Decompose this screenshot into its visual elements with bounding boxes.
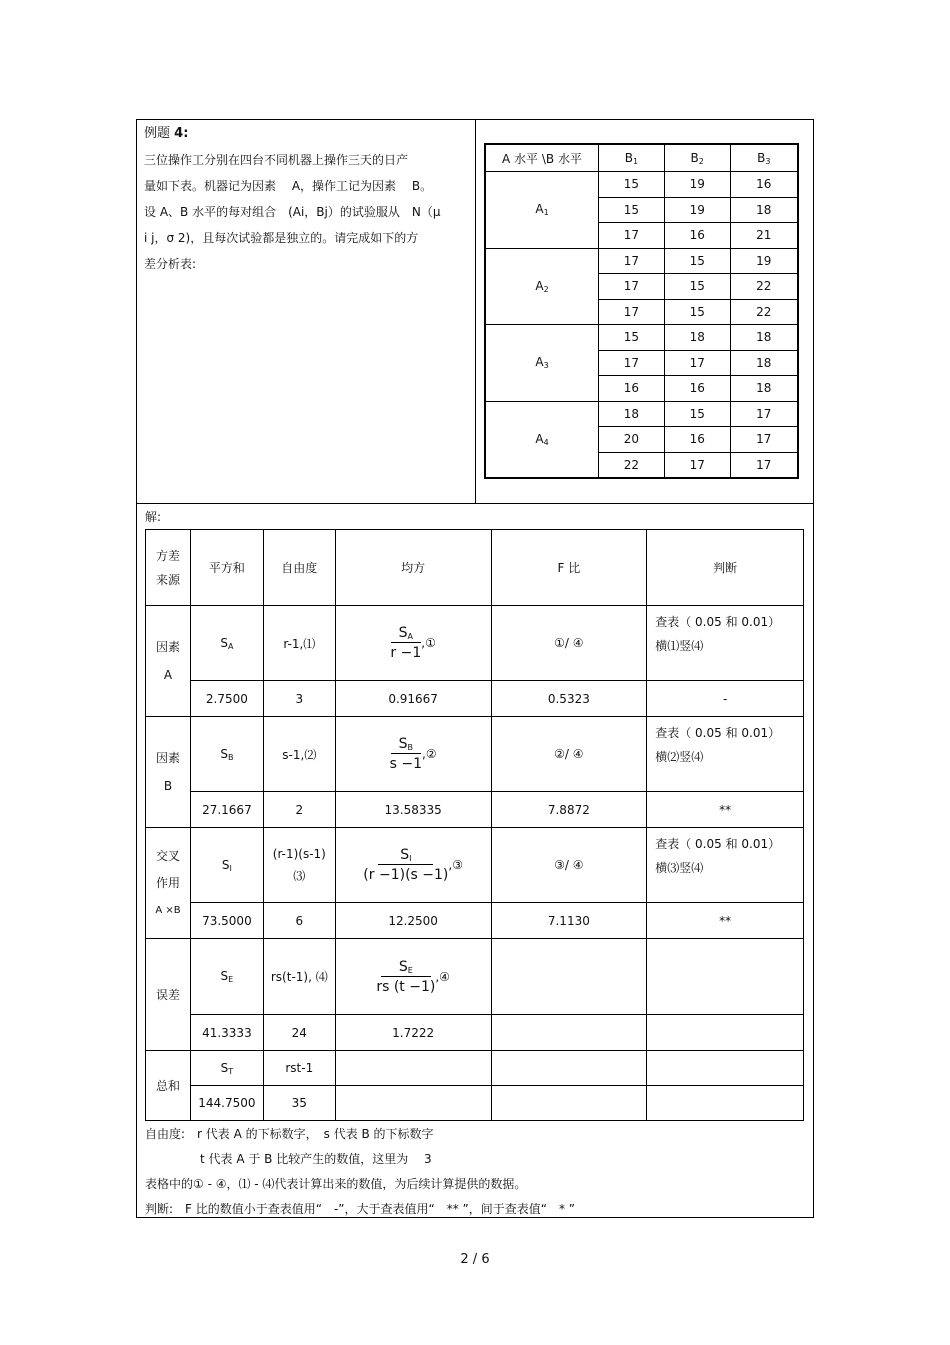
ss-symbol-letter: S bbox=[220, 635, 228, 650]
table-cell: 18 bbox=[599, 401, 665, 427]
judge-formula-line: 横⑵竖⑷ bbox=[655, 750, 704, 764]
problem-line: 量如下表。机器记为因素 A，操作工记为因素 B。 bbox=[144, 179, 433, 193]
ms-value-empty bbox=[335, 1086, 491, 1121]
judge-formula-line: 查表（ 0.05 和 0.01） bbox=[655, 615, 781, 629]
table-cell: 16 bbox=[664, 376, 730, 402]
f-formula-empty bbox=[491, 939, 647, 1015]
factor-a-value-row bbox=[146, 681, 804, 717]
table-row bbox=[485, 172, 798, 198]
factor-a-formula-row bbox=[146, 606, 804, 681]
table-cell: 18 bbox=[730, 325, 798, 351]
numerator-letter: S bbox=[398, 958, 408, 975]
judge-value-empty bbox=[647, 1015, 804, 1051]
anova-header-row bbox=[146, 530, 804, 606]
a-level-letter: A bbox=[535, 431, 544, 446]
a-level-label bbox=[485, 401, 599, 478]
df-formula bbox=[263, 828, 335, 903]
numerator-letter: S bbox=[400, 847, 410, 863]
table-cell: 17 bbox=[599, 274, 665, 300]
circled-marker: ,③ bbox=[448, 858, 463, 872]
problem-line: i j，σ 2)，且每次试验都是独立的。请完成如下的方 bbox=[144, 231, 419, 245]
ss-symbol bbox=[190, 939, 263, 1015]
table-cell: 17 bbox=[664, 452, 730, 478]
df-formula: rs(t-1), ⑷ bbox=[263, 939, 335, 1015]
df-formula: r-1,⑴ bbox=[263, 606, 335, 681]
ss-symbol-subscript: E bbox=[228, 975, 234, 984]
page-number: 2 / 6 bbox=[460, 1252, 490, 1267]
table-cell: 17 bbox=[599, 223, 665, 249]
table-row bbox=[485, 325, 798, 351]
interaction-formula-row bbox=[146, 828, 804, 903]
ss-symbol-subscript: T bbox=[228, 1066, 234, 1076]
error-label: 误差 bbox=[146, 939, 191, 1051]
table-cell: 16 bbox=[599, 376, 665, 402]
df-formula: rst-1 bbox=[263, 1051, 335, 1086]
source-header bbox=[146, 530, 191, 606]
note-line: 表格中的① - ④，⑴ - ⑷代表计算出来的数值，为后续计算提供的数据。 bbox=[145, 1177, 527, 1191]
numerator-subscript: B bbox=[407, 743, 414, 752]
table-cell: 15 bbox=[599, 172, 665, 198]
table-cell: 20 bbox=[599, 427, 665, 453]
table-row bbox=[485, 401, 798, 427]
circled-marker: ,① bbox=[421, 636, 436, 650]
b-level-label: B bbox=[757, 150, 766, 165]
f-formula: ①/ ④ bbox=[491, 606, 647, 681]
a-level-label bbox=[485, 172, 599, 249]
notes bbox=[145, 1122, 810, 1222]
a-level-label bbox=[485, 248, 599, 325]
df-formula-line: ⑶ bbox=[293, 869, 306, 883]
judge-value: ** bbox=[647, 903, 804, 939]
ss-value: 73.5000 bbox=[190, 903, 263, 939]
df-formula: s-1,⑵ bbox=[263, 717, 335, 792]
df-formula-line: (r-1)(s-1) bbox=[272, 847, 326, 861]
b-level-subscript: 3 bbox=[765, 156, 771, 166]
factor-b-label bbox=[146, 717, 191, 828]
fraction-denominator: r −1 bbox=[390, 645, 422, 661]
fraction-numerator bbox=[381, 959, 431, 977]
f-header: F 比 bbox=[491, 530, 647, 606]
fraction bbox=[390, 736, 422, 772]
example-title-number: 4 bbox=[174, 126, 184, 141]
ms-formula-empty bbox=[335, 1051, 491, 1086]
a-level-letter: A bbox=[535, 202, 544, 217]
total-value-row bbox=[146, 1086, 804, 1121]
interaction-label-line: 交叉 bbox=[155, 848, 180, 863]
table-cell: 19 bbox=[664, 172, 730, 198]
judge-value-empty bbox=[647, 1086, 804, 1121]
f-value-empty bbox=[491, 1015, 647, 1051]
table-cell: 16 bbox=[664, 427, 730, 453]
table-cell: 15 bbox=[664, 299, 730, 325]
fraction bbox=[390, 625, 421, 661]
b-level-header bbox=[730, 144, 798, 172]
numerator-subscript: A bbox=[407, 632, 414, 641]
solution-label: 解: bbox=[145, 510, 162, 524]
table-cell: 21 bbox=[730, 223, 798, 249]
b-level-subscript: 2 bbox=[698, 156, 704, 166]
ms-value: 13.58335 bbox=[335, 792, 491, 828]
table-cell: 15 bbox=[664, 274, 730, 300]
ms-header: 均方 bbox=[335, 530, 491, 606]
judge-header: 判断 bbox=[647, 530, 804, 606]
ss-value: 41.3333 bbox=[190, 1015, 263, 1051]
factor-a-label bbox=[146, 606, 191, 717]
ms-formula bbox=[335, 717, 491, 792]
ss-symbol bbox=[190, 1051, 263, 1086]
judge-formula bbox=[647, 717, 804, 792]
ss-symbol-letter: S bbox=[220, 746, 228, 761]
judge-formula bbox=[647, 828, 804, 903]
f-value: 7.8872 bbox=[491, 792, 647, 828]
table-cell: 22 bbox=[599, 452, 665, 478]
a-level-subscript: 2 bbox=[543, 284, 549, 294]
df-value: 3 bbox=[263, 681, 335, 717]
numerator-subscript: I bbox=[409, 854, 412, 863]
fraction-numerator bbox=[378, 847, 433, 865]
table-cell: 15 bbox=[599, 325, 665, 351]
section-divider bbox=[136, 503, 814, 504]
circled-marker: ,② bbox=[422, 747, 437, 761]
ss-header: 平方和 bbox=[190, 530, 263, 606]
table-cell: 19 bbox=[664, 197, 730, 223]
fraction bbox=[363, 847, 448, 883]
ms-formula bbox=[335, 939, 491, 1015]
a-level-label bbox=[485, 325, 599, 402]
judge-formula-line: 查表（ 0.05 和 0.01） bbox=[655, 837, 781, 851]
ss-symbol bbox=[190, 717, 263, 792]
factor-b-label-line: 因素 bbox=[155, 751, 180, 765]
judge-formula-empty bbox=[647, 939, 804, 1015]
problem-line: 三位操作工分别在四台不同机器上操作三天的日产 bbox=[144, 153, 409, 167]
table-cell: 17 bbox=[730, 401, 798, 427]
corner-header: A 水平 \B 水平 bbox=[485, 144, 599, 172]
ss-symbol bbox=[190, 828, 263, 903]
b-level-label: B bbox=[690, 150, 699, 165]
ms-value: 12.2500 bbox=[335, 903, 491, 939]
a-level-subscript: 3 bbox=[543, 361, 549, 371]
factor-b-label-line: B bbox=[163, 779, 173, 793]
f-value: 7.1130 bbox=[491, 903, 647, 939]
ss-symbol-letter: S bbox=[220, 1060, 229, 1075]
fraction-denominator: rs (t −1) bbox=[376, 978, 436, 995]
judge-formula bbox=[647, 606, 804, 681]
note-line: t 代表 A 于 B 比较产生的数值，这里为 3 bbox=[200, 1152, 432, 1166]
table-cell: 18 bbox=[730, 197, 798, 223]
anova-table bbox=[145, 529, 804, 1121]
interaction-label bbox=[146, 828, 191, 939]
error-formula-row bbox=[146, 939, 804, 1015]
ss-symbol bbox=[190, 606, 263, 681]
source-header-line: 方差 bbox=[155, 548, 180, 563]
column-divider bbox=[475, 119, 476, 504]
table-cell: 17 bbox=[599, 299, 665, 325]
a-level-letter: A bbox=[535, 355, 544, 370]
df-value: 35 bbox=[263, 1086, 335, 1121]
table-cell: 16 bbox=[664, 223, 730, 249]
fraction-denominator: s −1 bbox=[389, 756, 423, 772]
factor-b-value-row bbox=[146, 792, 804, 828]
table-cell: 16 bbox=[730, 172, 798, 198]
judge-value: - bbox=[647, 681, 804, 717]
note-line: 自由度: r 代表 A 的下标数字， s 代表 B 的下标数字 bbox=[145, 1127, 434, 1141]
ss-value: 27.1667 bbox=[190, 792, 263, 828]
b-level-header bbox=[599, 144, 665, 172]
factor-a-label-line: 因素 bbox=[155, 640, 180, 654]
interaction-label-line: 作用 bbox=[155, 875, 180, 890]
ms-formula bbox=[335, 828, 491, 903]
table-cell: 17 bbox=[599, 248, 665, 274]
ss-symbol-letter: S bbox=[220, 969, 229, 983]
table-cell: 15 bbox=[664, 401, 730, 427]
example-title bbox=[144, 121, 469, 147]
interaction-value-row bbox=[146, 903, 804, 939]
ms-formula bbox=[335, 606, 491, 681]
total-label: 总和 bbox=[146, 1051, 191, 1121]
judge-formula-empty bbox=[647, 1051, 804, 1086]
judge-formula-line: 横⑴竖⑷ bbox=[655, 639, 704, 653]
b-level-subscript: 1 bbox=[632, 156, 639, 166]
judge-formula-line: 查表（ 0.05 和 0.01） bbox=[655, 726, 781, 740]
table-cell: 18 bbox=[730, 376, 798, 402]
numerator-subscript: E bbox=[407, 965, 413, 975]
example-title-suffix: : bbox=[183, 126, 189, 141]
table-cell: 18 bbox=[664, 325, 730, 351]
ms-value: 0.91667 bbox=[335, 681, 491, 717]
problem-line: 差分析表: bbox=[144, 257, 197, 271]
table-row bbox=[485, 248, 798, 274]
df-header: 自由度 bbox=[263, 530, 335, 606]
total-formula-row bbox=[146, 1051, 804, 1086]
fraction-numerator bbox=[391, 736, 421, 754]
numerator-letter: S bbox=[398, 625, 408, 641]
table-cell: 15 bbox=[599, 197, 665, 223]
table-cell: 15 bbox=[664, 248, 730, 274]
numerator-letter: S bbox=[398, 736, 408, 752]
fraction-numerator bbox=[391, 625, 421, 643]
ss-symbol-subscript: B bbox=[227, 752, 234, 762]
ss-symbol-letter: S bbox=[221, 857, 230, 872]
problem-statement bbox=[144, 121, 469, 277]
f-formula-empty bbox=[491, 1051, 647, 1086]
table-cell: 22 bbox=[730, 299, 798, 325]
a-level-subscript: 4 bbox=[543, 437, 549, 447]
table-cell: 18 bbox=[730, 350, 798, 376]
df-value: 6 bbox=[263, 903, 335, 939]
error-value-row bbox=[146, 1015, 804, 1051]
observation-header-row bbox=[485, 144, 798, 172]
observation-table bbox=[484, 143, 799, 479]
factor-a-label-line: A bbox=[163, 668, 173, 682]
table-cell: 17 bbox=[599, 350, 665, 376]
f-value-empty bbox=[491, 1086, 647, 1121]
a-level-subscript: 1 bbox=[543, 208, 549, 218]
df-value: 24 bbox=[263, 1015, 335, 1051]
f-value: 0.5323 bbox=[491, 681, 647, 717]
judge-value: ** bbox=[647, 792, 804, 828]
a-level-letter: A bbox=[535, 278, 544, 293]
fraction bbox=[376, 959, 435, 995]
ss-symbol-subscript: I bbox=[229, 863, 232, 873]
table-cell: 17 bbox=[664, 350, 730, 376]
f-formula: ③/ ④ bbox=[491, 828, 647, 903]
table-cell: 17 bbox=[730, 427, 798, 453]
circled-marker: ,④ bbox=[435, 969, 450, 984]
table-cell: 17 bbox=[730, 452, 798, 478]
ss-symbol-subscript: A bbox=[227, 641, 234, 651]
b-level-header bbox=[664, 144, 730, 172]
ss-value: 144.7500 bbox=[190, 1086, 263, 1121]
table-cell: 22 bbox=[730, 274, 798, 300]
df-value: 2 bbox=[263, 792, 335, 828]
factor-b-formula-row bbox=[146, 717, 804, 792]
ms-value: 1.7222 bbox=[335, 1015, 491, 1051]
example-title-prefix: 例题 bbox=[144, 126, 171, 141]
problem-line: 设 A、B 水平的每对组合 (Ai，Bj）的试验服从 N（μ bbox=[144, 205, 441, 219]
fraction-denominator: (r −1)(s −1) bbox=[363, 867, 449, 883]
interaction-label-line: A ×B bbox=[155, 904, 181, 916]
f-formula: ②/ ④ bbox=[491, 717, 647, 792]
note-line: 判断: F 比的数值小于查表值用“ -”，大于查表值用“ ** ”，间于查表值“ * ” bbox=[145, 1202, 576, 1216]
table-cell: 19 bbox=[730, 248, 798, 274]
source-header-line: 来源 bbox=[155, 572, 180, 587]
ss-value: 2.7500 bbox=[190, 681, 263, 717]
judge-formula-line: 横⑶竖⑷ bbox=[655, 861, 704, 875]
b-level-label: B bbox=[624, 150, 633, 165]
